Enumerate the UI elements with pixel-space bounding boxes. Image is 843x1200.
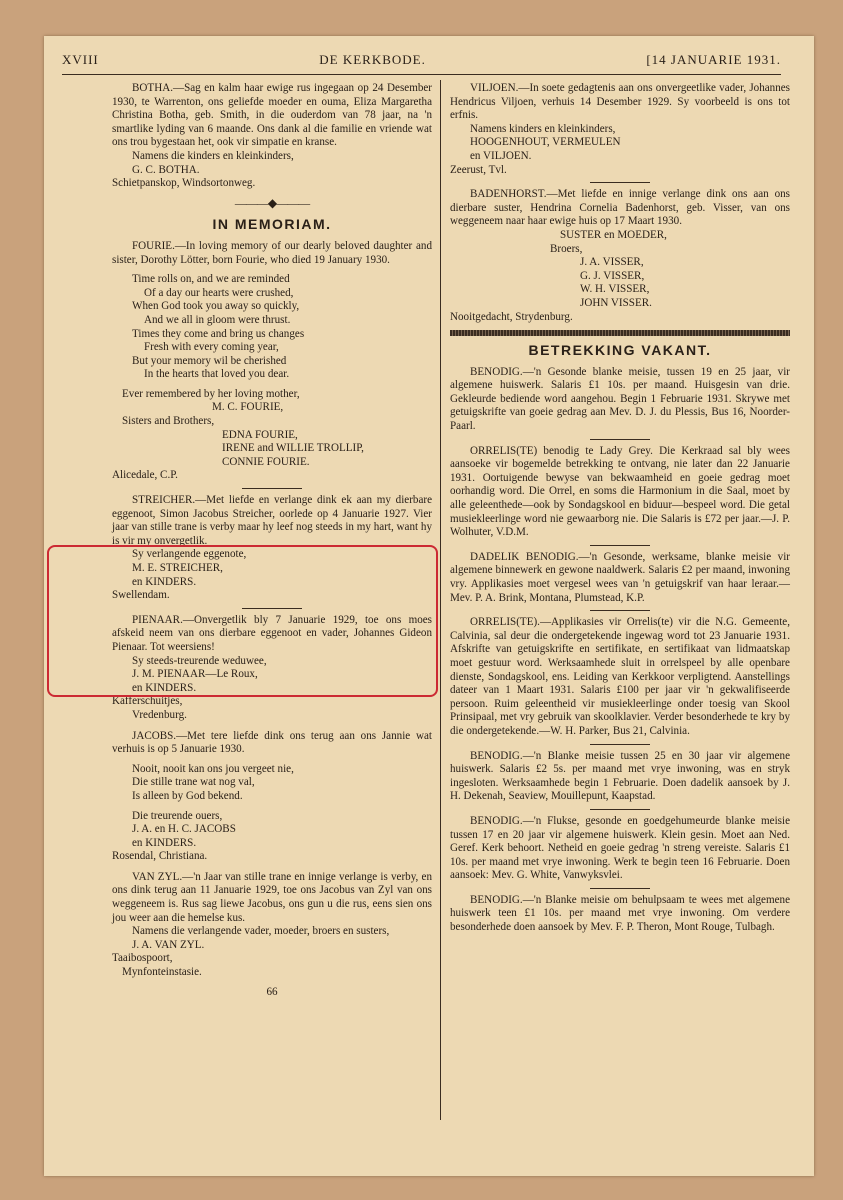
separator: [590, 809, 650, 810]
poem-line: Times they come and bring us changes: [132, 327, 305, 340]
jacobs-poem: [112, 763, 432, 804]
job-ad: BENODIG.—'n Blanke meisie om behulpsaam te wees met algemene huiswerk teen £1 10s. per maand met vrye inwoning. Om verdere besonderhede doen aansoek by Mev. F. P. Theron, Mont Rouge, Tulbagh.: [450, 893, 790, 934]
left-column: [112, 82, 432, 999]
badenhorst-brother: W. H. VISSER,: [580, 283, 650, 296]
job-ad: ORRELIS(TE) benodig te Lady Grey. Die Kerkraad sal bly wees aansoeke vir bogemelde betrekking te ontvang, nie later dan 22 Januarie 1931. Oortuigende bewyse van bekwaamheid en goeie gedrag moet oorhandig word. Die Orrel, en soms die Harmonium in die Saal, moet by alle geleenthede—ook by Sondagskool en biduur—bespeel word. Die getal musiekleerlinge word nie gewaarborg nie. Die Salaris is £72 per jaar.—J. P. Wolhuter, V.D.M.: [450, 444, 790, 539]
notice-botha: BOTHA.—Sag en kalm haar ewige rus ingegaan op 24 Desember 1930, te Warrenton, ons geliefde moeder en ouma, Eliza Margaretha Christina Botha, geb. Smith, in die ouderdom van 78 jaar, na 'n smartlike lyding van 6 maande. Ons dank al die familie en vriende wat ons trou bygestaan het, ook vir simpatie en kranse.: [112, 82, 432, 149]
poem-line: And we all in gloom were thrust.: [144, 313, 291, 326]
notice-badenhorst: BADENHORST.—Met liefde en innige verlange dink ons aan ons dierbare suster, Hendrina Cornelia Badenhorst, geb. Visser, van ons weggeneem naar haar ewige huis op 17 Maart 1930.: [450, 188, 790, 228]
vanzyl-place: Taaibospoort,: [112, 952, 173, 965]
jacobs-signature-2: en KINDERS.: [132, 836, 197, 849]
jacobs-signature: J. A. en H. C. JACOBS: [132, 823, 236, 836]
section-heading-betrekking-vakant: BETREKKING VAKANT.: [528, 342, 712, 359]
badenhorst-brother: JOHN VISSER.: [580, 296, 652, 309]
notice-pienaar: PIENAAR.—Onvergetlik bly 7 Januarie 1929, toe ons moes afskeid neem van ons dierbare eggenoot en vader, Johannes Gideon Pienaar. Tot weersiens!: [112, 613, 432, 653]
fourie-line: Ever remembered by her loving mother,: [122, 387, 300, 400]
separator: [590, 182, 650, 183]
highlight-box: [47, 545, 438, 697]
streicher-signature: M. E. STREICHER,: [132, 562, 223, 574]
fourie-place: Alicedale, C.P.: [112, 469, 178, 482]
pienaar-line: Sy steeds-treurende weduwee,: [132, 654, 267, 667]
notice-fourie: FOURIE.—In loving memory of our dearly beloved daughter and sister, Dorothy Lötter, born Fourie, who died 19 January 1930.: [112, 239, 432, 266]
separator: [242, 488, 302, 489]
pienaar-signature-2: en KINDERS.: [132, 681, 197, 694]
poem-line: Is alleen by God bekend.: [132, 789, 243, 802]
separator: [590, 439, 650, 440]
page-number: 66: [266, 985, 278, 998]
badenhorst-brother: J. A. VISSER,: [580, 256, 644, 269]
badenhorst-signature: SUSTER en MOEDER,: [560, 228, 667, 241]
vanzyl-signature: J. A. VAN ZYL.: [132, 938, 205, 951]
fourie-poem: [112, 273, 432, 382]
separator: [590, 610, 650, 611]
job-ad: BENODIG.—'n Gesonde blanke meisie, tussen 19 en 25 jaar, vir algemene huiswerk. Salaris £1 10s. per maand. Huisgesin van drie. Gekleurde bediende word aangehou. Begin 1 Februarie 1931. Skrywe met getuigskrifte van goeie gedrag aan Mev. D. J. du Plessis, Bus 16, Noorder-Paarl.: [450, 365, 790, 433]
column-divider: [440, 80, 441, 1120]
header-masthead: DE KERKBODE.: [319, 52, 426, 67]
botha-place: Schietpanskop, Windsortonweg.: [112, 177, 256, 190]
section-heading-in-memoriam: IN MEMORIAM.: [212, 216, 332, 233]
notice-vanzyl: VAN ZYL.—'n Jaar van stille trane en innige verlange is verby, en ons dink terug aan 11 Januarie 1929, toe ons Jacobus van Zyl van ons weggeneem is. Rus sag liewe Jacobus, ons gun u die rus, eens sien ons jou weer aan die hemelse kus.: [112, 870, 432, 924]
poem-line: Of a day our hearts were crushed,: [144, 286, 294, 299]
poem-line: Nooit, nooit kan ons jou vergeet nie,: [132, 762, 294, 775]
notice-jacobs: JACOBS.—Met tere liefde dink ons terug aan ons Jannie wat verhuis is op 5 Januarie 1930.: [112, 729, 432, 756]
pienaar-place: Kafferschuitjes,: [112, 695, 183, 708]
poem-line: But your memory wil be cherished: [132, 354, 287, 367]
viljoen-place: Zeerust, Tvl.: [450, 163, 507, 176]
badenhorst-broers: Broers,: [550, 242, 583, 255]
decorative-bar: [450, 330, 790, 336]
right-column: [450, 82, 790, 935]
fourie-line2: Sisters and Brothers,: [122, 415, 215, 428]
vanzyl-line: Namens die verlangende vader, moeder, broers en susters,: [132, 925, 390, 938]
fourie-sibling: IRENE and WILLIE TROLLIP,: [222, 442, 364, 455]
badenhorst-brother: G. J. VISSER,: [580, 269, 645, 282]
badenhorst-place: Nooitgedacht, Strydenburg.: [450, 310, 573, 323]
poem-line: Fresh with every coming year,: [144, 341, 279, 354]
vanzyl-place-2: Mynfonteinstasie.: [122, 966, 202, 979]
pienaar-signature: J. M. PIENAAR—Le Roux,: [132, 668, 258, 681]
streicher-place: Swellendam.: [112, 589, 170, 602]
header-page-roman: XVIII: [62, 52, 99, 67]
poem-line: In the hearts that loved you dear.: [144, 368, 290, 381]
streicher-signature-2: en KINDERS.: [132, 575, 197, 588]
botha-line: Namens die kinders en kleinkinders,: [132, 149, 294, 162]
header-date: [14 JANUARIE 1931.: [646, 52, 781, 67]
fourie-sibling: EDNA FOURIE,: [222, 428, 298, 441]
job-ad: BENODIG.—'n Flukse, gesonde en goedgehumeurde blanke meisie tussen 17 en 20 jaar vir algemene huiswerk. Klein gesin. Moet aan Ned. Geref. Kerk behoort. Netheid en goeie gedrag 'n streng vereiste. Salaris £1 10s. per maand met vrye inwoning. Werk te begin teen 16 Februarie. Doen aansoek: Mev. G. White, Vanwyksvlei.: [450, 814, 790, 882]
poem-line: Time rolls on, and we are reminded: [132, 273, 290, 286]
header-rule: [62, 74, 781, 75]
job-ad: ORRELIS(TE).—Applikasies vir Orrelis(te) vir die N.G. Gemeente, Calvinia, sal deur die ondergetekende ingewag word tot 23 Januarie 1931. Afskrifte van getuigskrifte en sertifikate, en sertifikaat van lidmaatskap moet gestuur word. Werksaamhede sluit in orrelspeel by alle openbare dienste, Sondagskool, ens. Leiding van Kerkkoor verpligtend. Aanstellings dateer van 1 Maart 1931. Salaris £100 per jaar vir 'n gekwalifiseerde persoon. Ruim geleentheid vir musiekleerlinge onder toesig van Skool Prinsipaal, met vry gebruik van skoolklavier. Verder besonderhede te kry by die ondergetekende.—W. H. Parker, Bus 21, Calvinia.: [450, 616, 790, 737]
separator: [590, 545, 650, 546]
page-header: [62, 52, 781, 72]
job-ad: BENODIG.—'n Blanke meisie tussen 25 en 30 jaar vir algemene huiswerk. Salaris £2 5s. per maand met vrye inwoning, was en stryk ingesloten. Werksaamhede begin 1 Februarie. Doen dadelik aansoek by J. H. Dekenah, Seaview, Mouillepunt, Kaapstad.: [450, 749, 790, 803]
streicher-line: Sy verlangende eggenote,: [132, 548, 247, 561]
separator: [590, 744, 650, 745]
fourie-mother: M. C. FOURIE,: [212, 401, 284, 414]
pienaar-place-2: Vredenburg.: [132, 708, 187, 721]
viljoen-signature-2: en VILJOEN.: [470, 149, 532, 162]
botha-signature: G. C. BOTHA.: [132, 163, 200, 176]
fourie-sibling: CONNIE FOURIE.: [222, 455, 310, 468]
notice-streicher: STREICHER.—Met liefde en verlange dink ek aan my dierbare eggenoot, Simon Jacobus Streicher, oorlede op 4 Januarie 1927. Vier jaar van stille trane is verby maar hy leef nog steeds in my hart, want hy is vir my onvergetlik.: [112, 494, 432, 547]
job-ad: DADELIK BENODIG.—'n Gesonde, werksame, blanke meisie vir algemene binnewerk en gewone naaldwerk. Salaris £2 per maand, inwoning vry. Applikasies moet vergesel wees van 'n getuigskrif van haar leraar.—Mev. P. A. Brink, Montana, Plumstead, K.P.: [450, 550, 790, 604]
poem-line: When God took you away so quickly,: [132, 300, 300, 313]
jacobs-line: Die treurende ouers,: [132, 809, 223, 822]
ornament-divider: ———◆———: [234, 195, 310, 210]
notice-viljoen: VILJOEN.—In soete gedagtenis aan ons onvergeetlike vader, Johannes Hendricus Viljoen, verhuis 14 Desember 1929. Sy voorbeeld is ons tot erfnis.: [450, 82, 790, 122]
poem-line: Die stille trane wat nog val,: [132, 776, 255, 789]
separator: [590, 888, 650, 889]
jacobs-place: Rosendal, Christiana.: [112, 850, 208, 863]
viljoen-signature: HOOGENHOUT, VERMEULEN: [470, 136, 621, 149]
viljoen-line: Namens kinders en kleinkinders,: [470, 122, 616, 135]
